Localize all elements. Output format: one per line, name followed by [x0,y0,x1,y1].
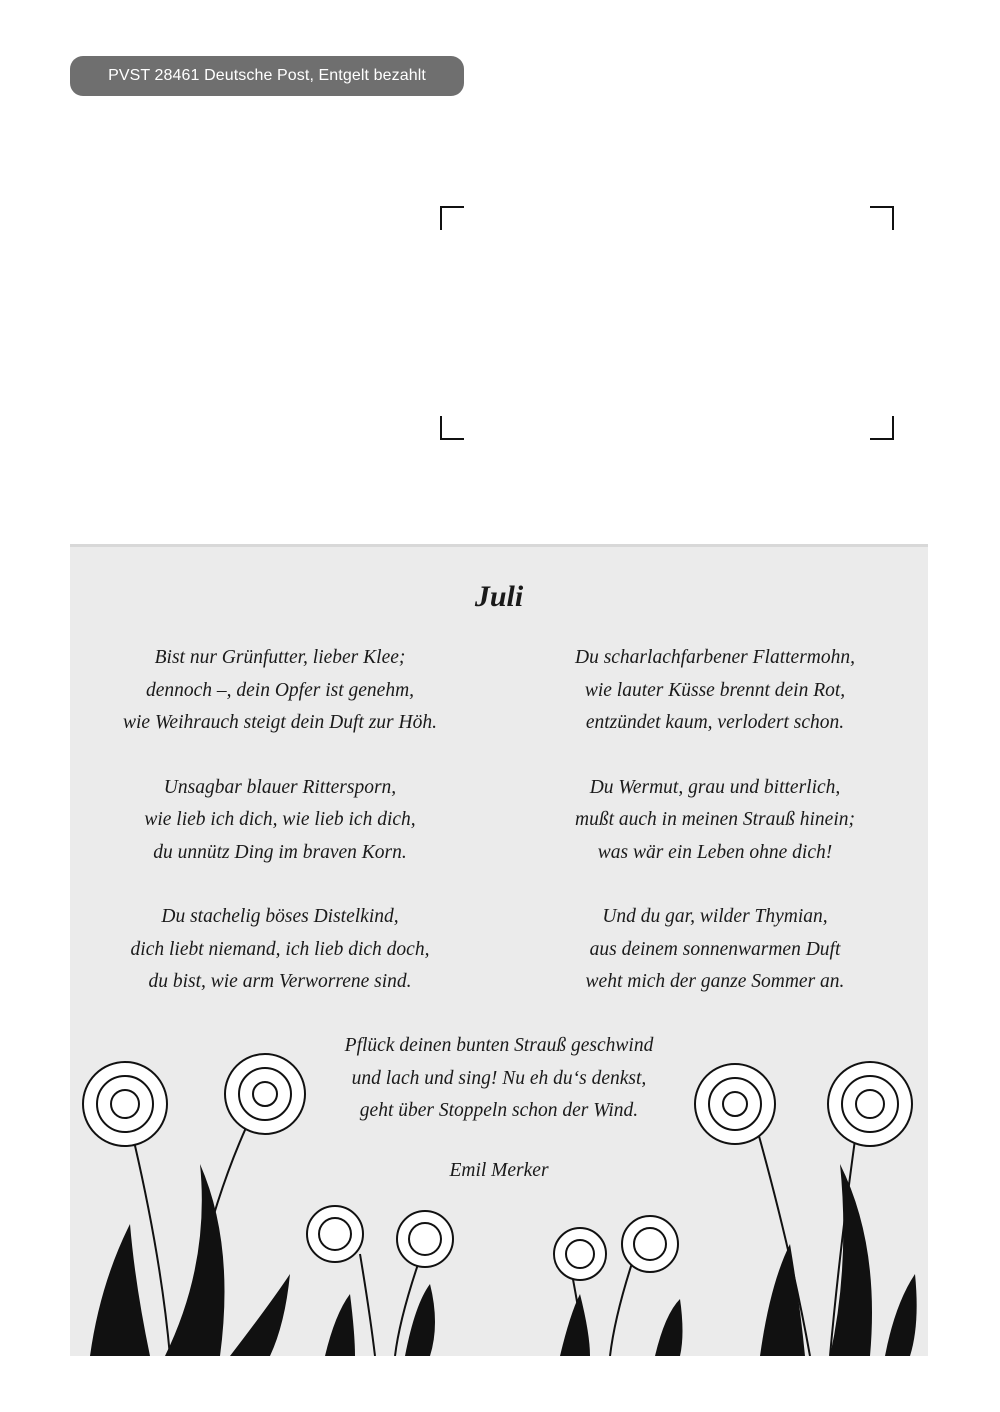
poem-line: Du scharlachfarbener Flattermohn, [574,647,855,668]
poem-line: weht mich der ganze Sommer an. [585,971,845,992]
poem-author: Emil Merker [449,1160,549,1181]
poem-line: Unsagbar blauer Rittersporn, [163,776,397,798]
crop-mark-top-right-icon [870,206,894,230]
poem-line: Du stachelig böses Distelkind, [161,906,399,927]
crop-mark-bottom-right-icon [870,416,894,440]
stanza [90,901,470,999]
poem-line: und lach und sing! Nu eh du‘s denkst, [351,1067,647,1089]
crop-mark-top-left-icon [440,206,464,230]
stanza [520,642,910,740]
stanza [520,772,910,870]
poem-line: entzündet kaum, verlodert schon. [585,712,845,733]
poem-line: wie lieb ich dich, wie lieb ich dich, [144,809,416,830]
stanza [90,772,470,870]
poem-line: geht über Stoppeln schon der Wind. [359,1100,639,1121]
crop-mark-bottom-left-icon [440,416,464,440]
poem-line: dich liebt niemand, ich lieb dich doch, [130,938,430,960]
poem-left-column [90,642,470,1031]
stanza [520,901,910,999]
poem-line: Pflück deinen bunten Strauß geschwind [344,1035,654,1056]
postage-label: PVST 28461 Deutsche Post, Entgelt bezahlt [70,56,464,96]
poem-line: was wär ein Leben ohne dich! [597,841,833,863]
poem-line: Bist nur Grünfutter, lieber Klee; [154,647,406,668]
poem-line: wie lauter Küsse brennt dein Rot, [584,679,846,701]
poem-title: Juli [474,580,524,613]
poem-line: aus deinem sonnenwarmen Duft [589,938,841,960]
poem-line: Und du gar, wilder Thymian, [602,906,828,927]
poem-line: dennoch –, dein Opfer ist genehm, [145,679,415,701]
poem-line: wie Weihrauch steigt dein Duft zur Höh. [123,712,437,733]
poem-line: du unnütz Ding im braven Korn. [153,841,407,863]
poem-line: mußt auch in meinen Strauß hinein; [575,809,855,830]
poem-line: Du Wermut, grau und bitterlich, [589,776,841,798]
poem-right-column [520,642,910,1031]
stanza [90,642,470,740]
poem-closing-stanza [70,1030,928,1128]
poem-panel [70,544,928,1356]
poem-line: du bist, wie arm Verworrene sind. [148,971,412,992]
